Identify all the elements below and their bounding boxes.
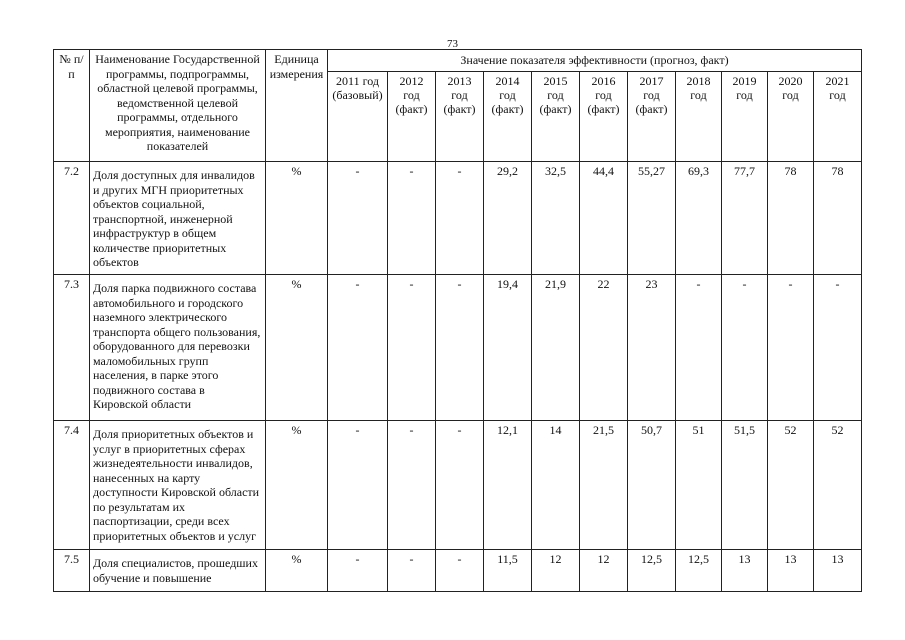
header-year: 2015 год (факт) xyxy=(532,72,580,162)
row-value: 32,5 xyxy=(532,162,580,275)
row-value: 78 xyxy=(814,162,862,275)
row-value: 12 xyxy=(580,550,628,592)
page-number: 73 xyxy=(447,38,458,50)
row-value: 23 xyxy=(628,275,676,421)
header-year: 2012 год (факт) xyxy=(388,72,436,162)
table-row xyxy=(54,421,862,550)
row-value: 11,5 xyxy=(484,550,532,592)
row-value: 52 xyxy=(814,421,862,550)
header-year: 2014 год (факт) xyxy=(484,72,532,162)
row-indicator-name: Доля парка подвижного состава автомобильного и городского наземного электрического транспорта общего пользования, оборудованного для перевозки маломобильных групп населения, в парке этого подвижного состава в Кировской области xyxy=(90,275,266,421)
header-year: 2020 год xyxy=(768,72,814,162)
row-indicator-name: Доля специалистов, прошедших обучение и повышение xyxy=(90,550,266,592)
table-row xyxy=(54,162,862,275)
row-value: - xyxy=(436,421,484,550)
row-value: 21,5 xyxy=(580,421,628,550)
header-values: Значение показателя эффективности (прогноз, факт) xyxy=(328,50,862,72)
row-value: 77,7 xyxy=(722,162,768,275)
header-year: 2011 год (базовый) xyxy=(328,72,388,162)
row-unit: % xyxy=(266,550,328,592)
row-value: 14 xyxy=(532,421,580,550)
row-value: 51,5 xyxy=(722,421,768,550)
row-value: 52 xyxy=(768,421,814,550)
row-value: 29,2 xyxy=(484,162,532,275)
row-number: 7.5 xyxy=(54,550,90,592)
row-value: - xyxy=(436,550,484,592)
row-value: 13 xyxy=(768,550,814,592)
header-unit: Единица измерения xyxy=(266,50,328,162)
row-number: 7.2 xyxy=(54,162,90,275)
row-value: - xyxy=(328,421,388,550)
row-value: - xyxy=(388,162,436,275)
row-indicator-name: Доля приоритетных объектов и услуг в приоритетных сферах жизнедеятельности инвалидов, нанесенных на карту доступности Кировской области по результатам их паспортизации, среди всех приоритетных объектов и услуг xyxy=(90,421,266,550)
header-name: Наименование Государственной программы, подпрограммы, областной целевой программы, ведомственной целевой программы, отдельного мероприятия, наименование показателей xyxy=(90,50,266,162)
header-year: 2021 год xyxy=(814,72,862,162)
row-value: 12 xyxy=(532,550,580,592)
row-value: - xyxy=(768,275,814,421)
row-value: - xyxy=(814,275,862,421)
row-value: 12,5 xyxy=(628,550,676,592)
row-value: - xyxy=(328,162,388,275)
header-year: 2019 год xyxy=(722,72,768,162)
row-value: - xyxy=(328,550,388,592)
row-value: - xyxy=(328,275,388,421)
table-row xyxy=(54,275,862,421)
row-value: 12,5 xyxy=(676,550,722,592)
row-value: - xyxy=(388,550,436,592)
row-value: 50,7 xyxy=(628,421,676,550)
row-indicator-name: Доля доступных для инвалидов и других МГН приоритетных объектов социальной, транспортной, инженерной инфраструктур в общем количестве приоритетных объектов xyxy=(90,162,266,275)
header-year: 2013 год (факт) xyxy=(436,72,484,162)
row-unit: % xyxy=(266,275,328,421)
header-year: 2017 год (факт) xyxy=(628,72,676,162)
row-value: 22 xyxy=(580,275,628,421)
row-value: 12,1 xyxy=(484,421,532,550)
row-value: - xyxy=(676,275,722,421)
row-number: 7.3 xyxy=(54,275,90,421)
row-value: 13 xyxy=(722,550,768,592)
row-value: - xyxy=(436,275,484,421)
header-num: № п/п xyxy=(54,50,90,162)
row-value: - xyxy=(436,162,484,275)
row-value: 78 xyxy=(768,162,814,275)
row-value: - xyxy=(388,421,436,550)
row-value: 69,3 xyxy=(676,162,722,275)
row-value: 44,4 xyxy=(580,162,628,275)
header-year: 2018 год xyxy=(676,72,722,162)
row-value: 19,4 xyxy=(484,275,532,421)
row-value: 51 xyxy=(676,421,722,550)
table-row xyxy=(54,550,862,592)
header-year: 2016 год (факт) xyxy=(580,72,628,162)
row-value: 21,9 xyxy=(532,275,580,421)
row-value: - xyxy=(388,275,436,421)
row-value: - xyxy=(722,275,768,421)
indicators-table xyxy=(53,49,862,592)
row-number: 7.4 xyxy=(54,421,90,550)
header-row-top xyxy=(54,50,862,72)
row-value: 13 xyxy=(814,550,862,592)
row-value: 55,27 xyxy=(628,162,676,275)
row-unit: % xyxy=(266,162,328,275)
row-unit: % xyxy=(266,421,328,550)
